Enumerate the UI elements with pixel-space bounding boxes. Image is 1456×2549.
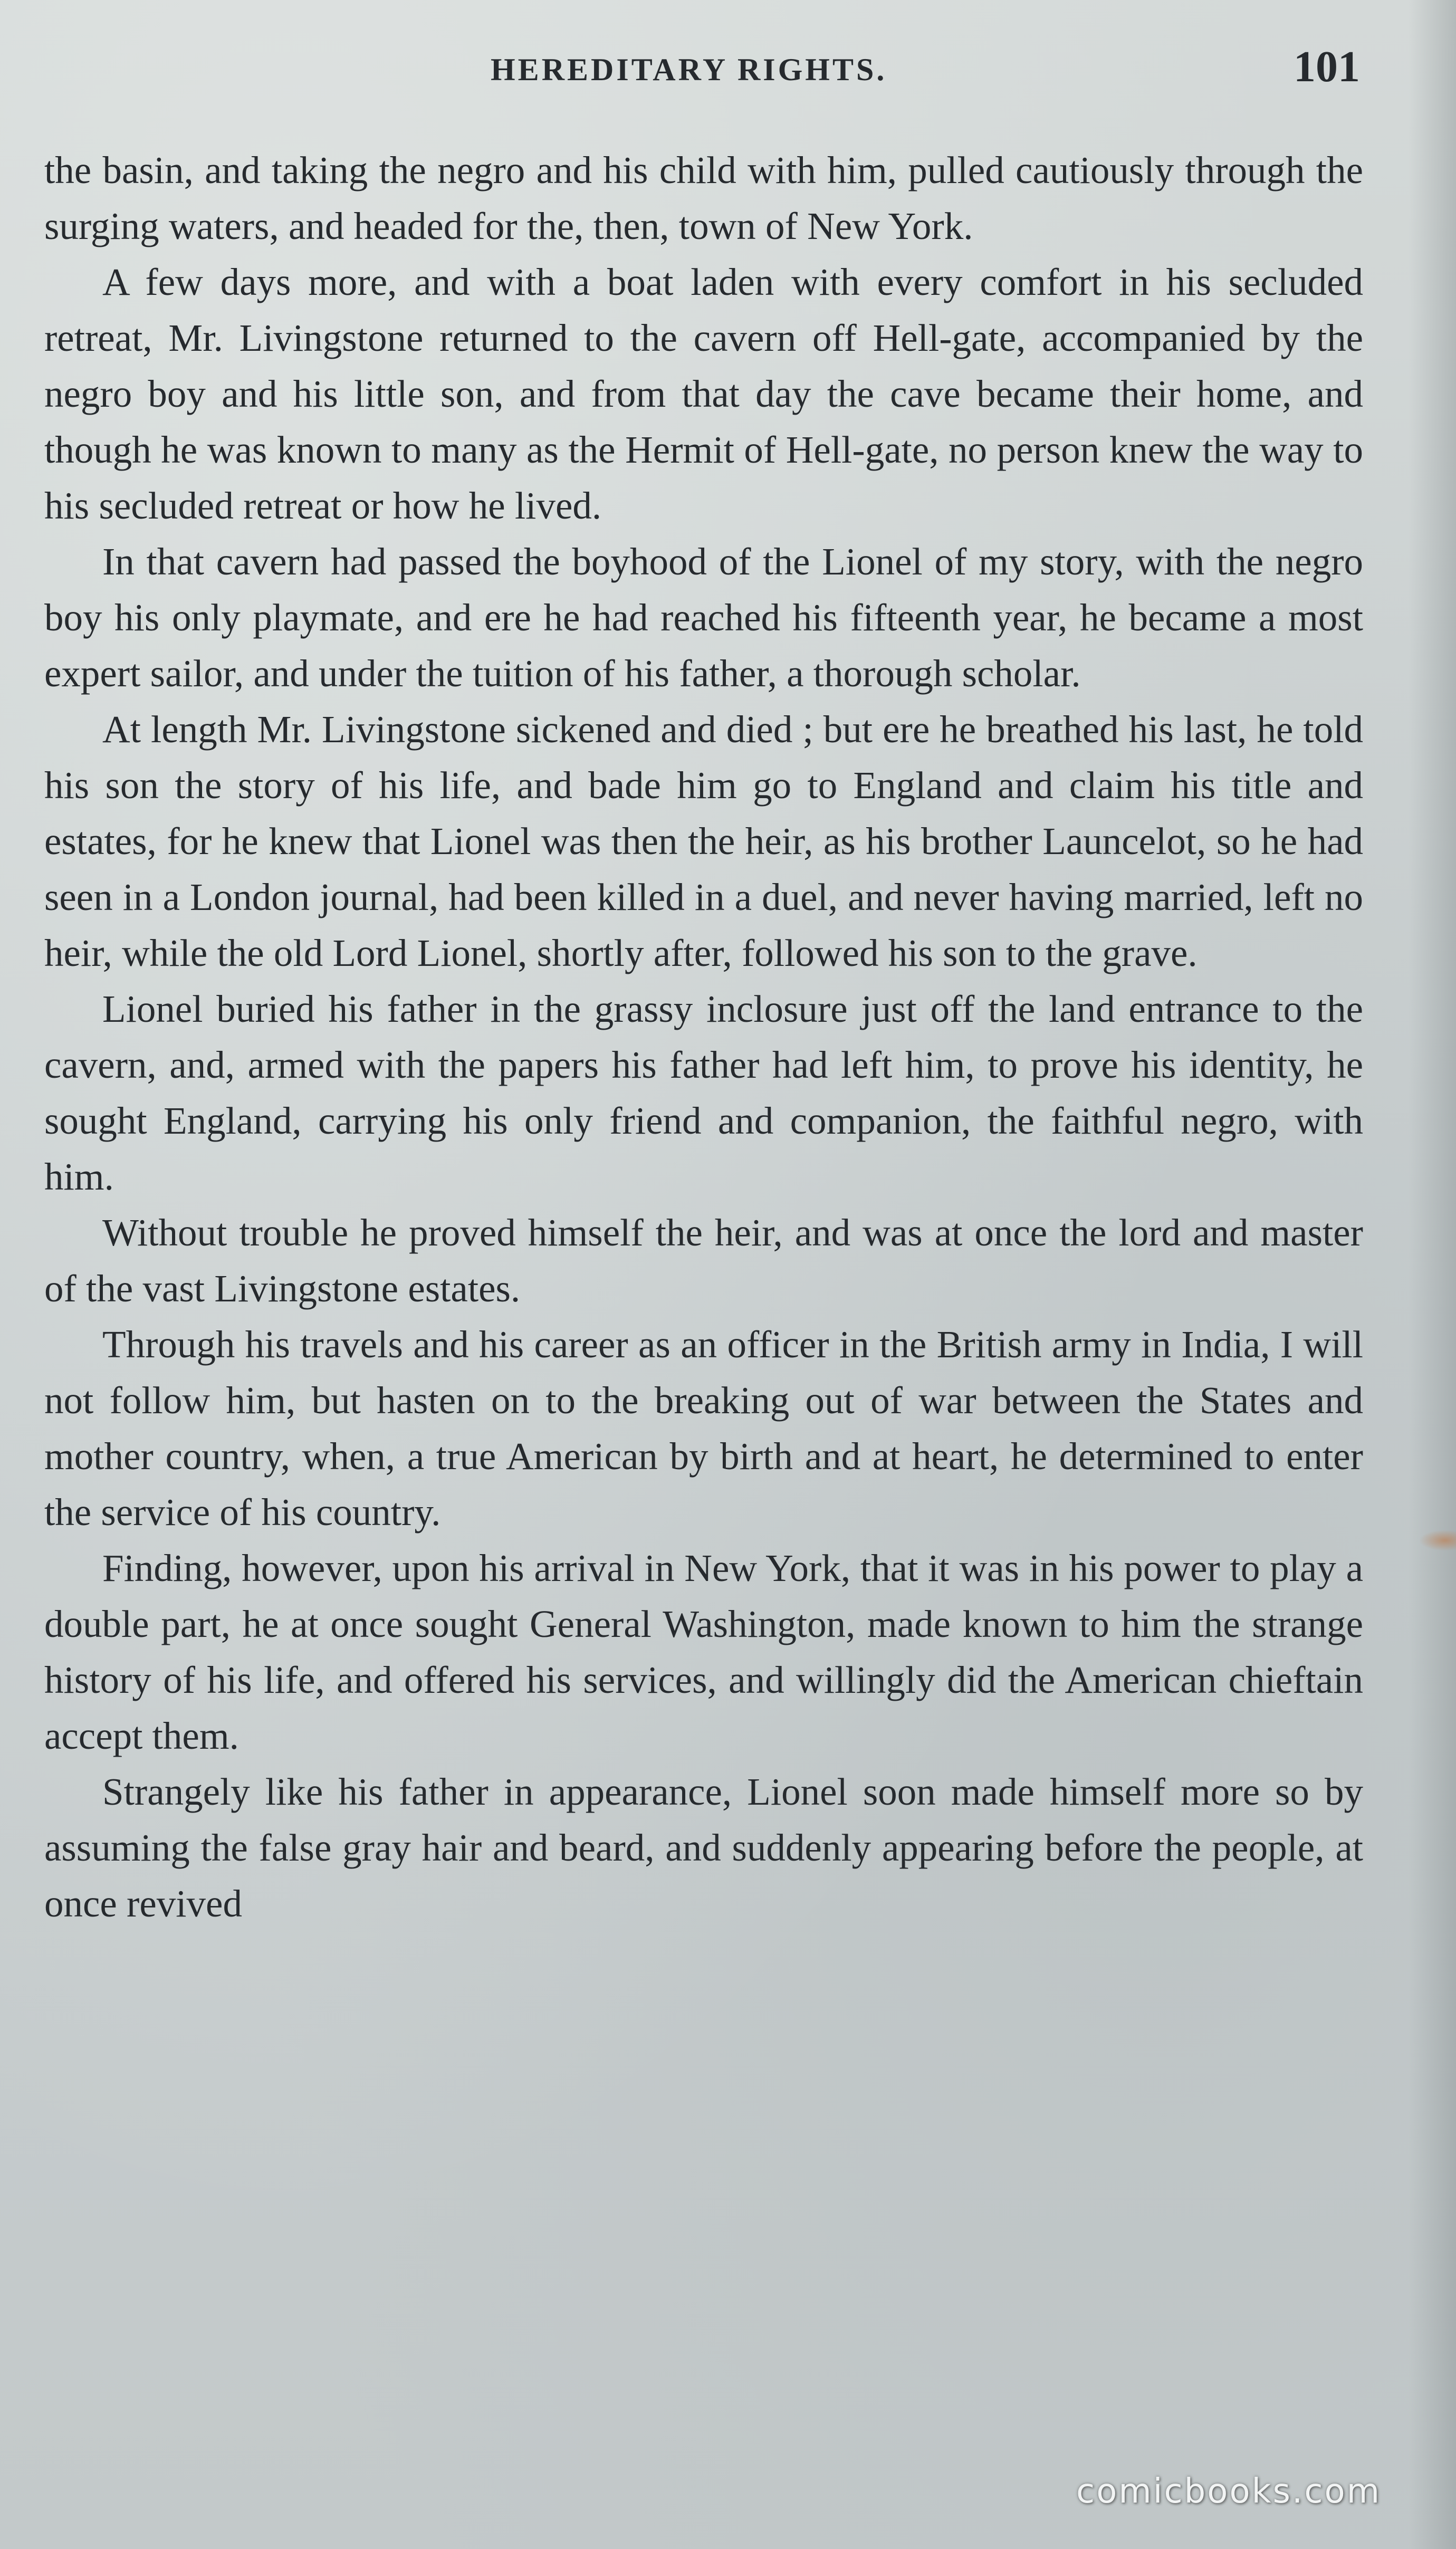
page-edge-shadow	[1409, 0, 1456, 2549]
paragraph: Through his travels and his career as an officer in the British army in India, I will not follow him, but hasten on to the breaking out of war between the States and mother country, when, a true American by birth and at heart, he determined to enter the service of his country.	[44, 1323, 1363, 1534]
paragraph: Without trouble he proved himself the heir, and was at once the lord and master of the vast Livingstone estates.	[44, 1211, 1363, 1310]
watermark: comicbooks.com	[1076, 2472, 1382, 2511]
paragraph: Strangely like his father in appearance, Lionel soon made himself more so by assuming the false gray hair and beard, and suddenly appearing before the people, at once revived	[44, 1770, 1363, 1925]
page-header	[0, 41, 1456, 94]
paper-stain	[1419, 1530, 1456, 1551]
paragraph: At length Mr. Livingstone sickened and died ; but ere he breathed his last, he told his son the story of his life, and bade him go to England and claim his title and estates, for he knew that Lionel was then the heir, as his brother Launcelot, so he had seen in a London journal, had been killed in a duel, and never having married, left no heir, while the old Lord Lionel, shortly after, followed his son to the grave.	[44, 708, 1363, 974]
page-number: 101	[1294, 42, 1360, 91]
paragraph: A few days more, and with a boat laden with every comfort in his secluded retreat, Mr. Livingstone returned to the cavern off Hell-gate, accompanied by the negro boy and his little son, and from that day the cave became their home, and though he was known to many as the Hermit of Hell-gate, no person knew the way to his secluded retreat or how he lived.	[44, 261, 1363, 527]
paragraph: the basin, and taking the negro and his child with him, pulled cautiously through the surging waters, and headed for the, then, town of New York.	[44, 149, 1363, 247]
running-head: HEREDITARY RIGHTS.	[491, 52, 887, 87]
paragraph: Finding, however, upon his arrival in New York, that it was in his power to play a double part, he at once sought General Washington, made known to him the strange history of his life, and offered his services, and willingly did the American chieftain accept them.	[44, 1547, 1363, 1757]
paragraph: In that cavern had passed the boyhood of the Lionel of my story, with the negro boy his only playmate, and ere he had reached his fifteenth year, he became a most expert sailor, and under the tuition of his father, a thorough scholar.	[44, 540, 1363, 695]
body-text	[44, 142, 1363, 1932]
paragraph: Lionel buried his father in the grassy inclosure just off the land entrance to the cavern, and, armed with the papers his father had left him, to prove his identity, he sought England, carrying his only friend and companion, the faithful negro, with him.	[44, 988, 1363, 1198]
